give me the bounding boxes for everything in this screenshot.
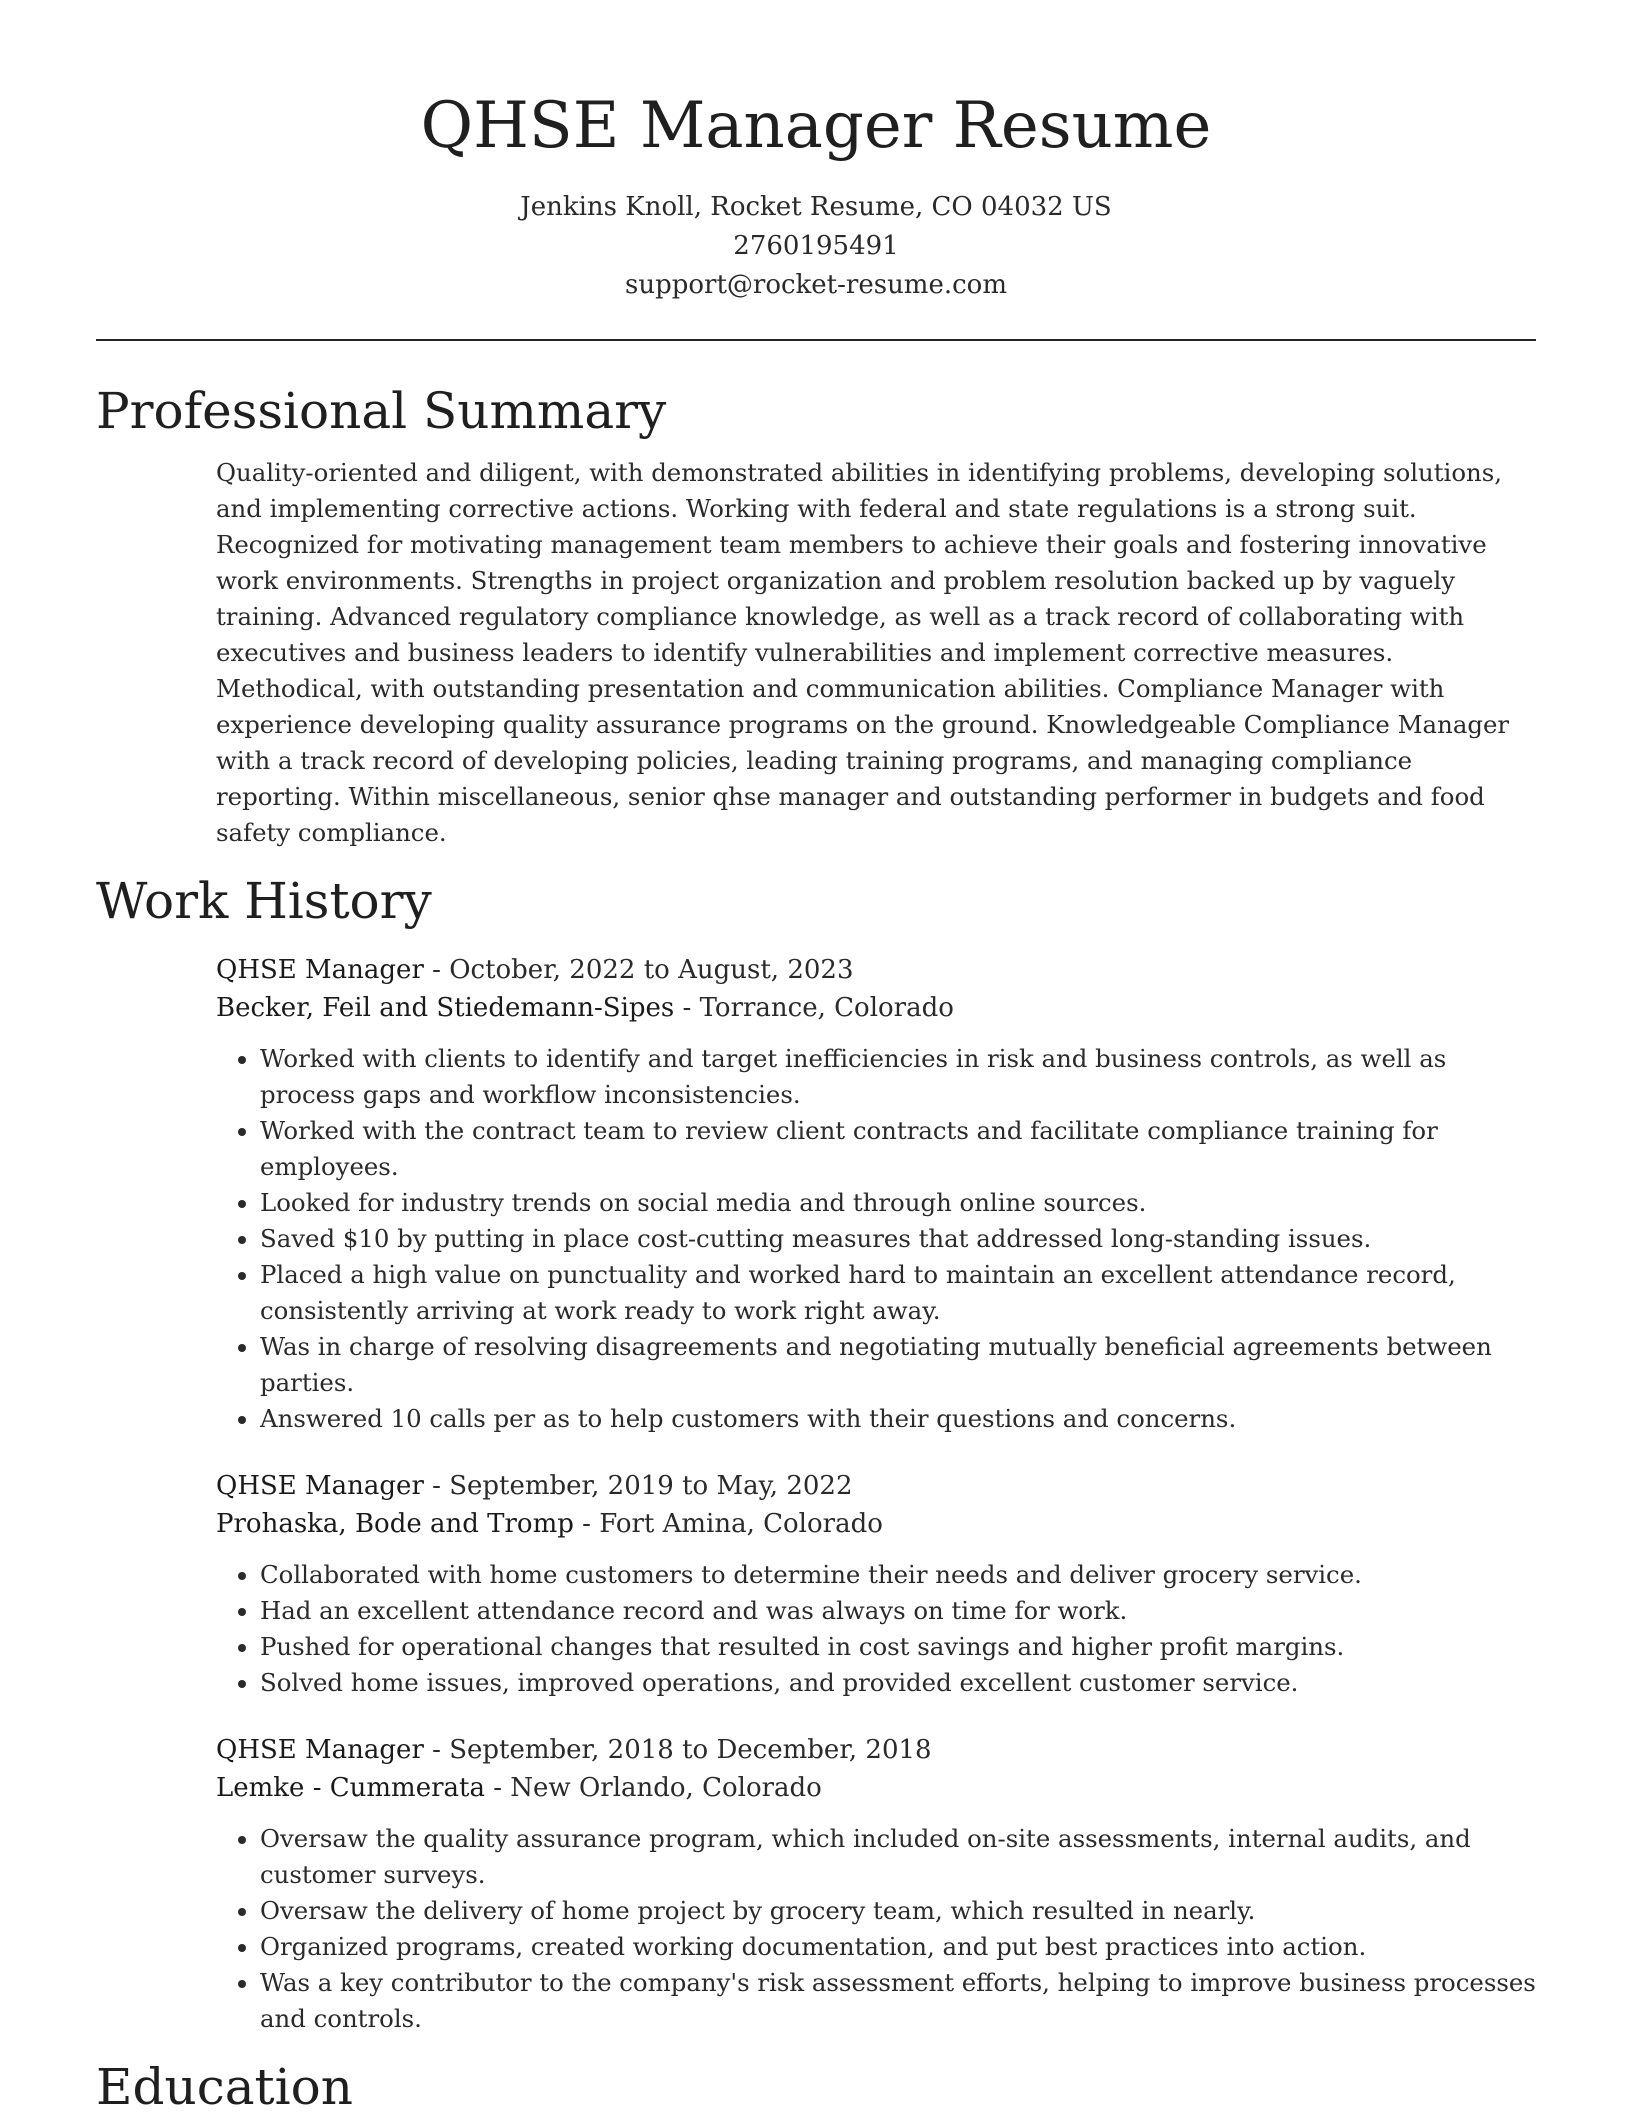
job-company: Lemke - Cummerata [216, 1773, 485, 1803]
job-company-line [216, 1769, 1536, 1807]
job-bullet-list [216, 1821, 1536, 2037]
job-bullet: • Pushed for operational changes that resulted in cost savings and higher profit margins. [260, 1629, 1536, 1665]
job-entry [216, 1731, 1536, 2037]
job-entry [216, 1467, 1536, 1701]
job-bullet: • Solved home issues, improved operations, and provided excellent customer service. [260, 1665, 1536, 1701]
job-bullet: • Organized programs, created working documentation, and put best practices into action. [260, 1929, 1536, 1965]
job-dates: - September, 2018 to December, 2018 [423, 1735, 932, 1765]
job-dates: - September, 2019 to May, 2022 [423, 1471, 853, 1501]
job-bullet: • Was in charge of resolving disagreements and negotiating mutually beneficial agreements between parties. [260, 1329, 1536, 1401]
job-bullet-list [216, 1557, 1536, 1701]
job-entry [216, 951, 1536, 1437]
job-bullet: • Looked for industry trends on social media and through online sources. [260, 1185, 1536, 1221]
section-heading-education: Education [96, 2058, 353, 2116]
page-title: QHSE Manager Resume [420, 89, 1212, 163]
section-heading-work-history: Work History [96, 872, 432, 930]
job-bullet-list [216, 1041, 1536, 1437]
job-bullet: • Collaborated with home customers to determine their needs and deliver grocery service. [260, 1557, 1536, 1593]
job-bullet: • Saved $10 by putting in place cost-cutting measures that addressed long-standing issues. [260, 1221, 1536, 1257]
job-title-line [216, 1467, 1536, 1505]
resume-page [96, 0, 1536, 2117]
job-company: Becker, Feil and Stiedemann-Sipes [216, 993, 675, 1023]
contact-address: Jenkins Knoll, Rocket Resume, CO 04032 US [520, 192, 1112, 222]
job-location: - New Orlando, Colorado [484, 1773, 822, 1803]
job-bullet: • Was a key contributor to the company's risk assessment efforts, helping to improve business processes and controls. [260, 1965, 1536, 2037]
job-title-line [216, 951, 1536, 989]
job-location: - Torrance, Colorado [674, 993, 954, 1023]
job-company: Prohaska, Bode and Tromp [216, 1509, 574, 1539]
job-title: QHSE Manager [216, 955, 424, 985]
summary-paragraph: Quality-oriented and diligent, with demonstrated abilities in identifying problems, developing solutions, and implementing corrective actions. Working with federal and state regulations is a strong suit. Recognized for motivating management team members to achieve their goals and fostering innovative work environments. Strengths in project organization and problem resolution backed up by vaguely training. Advanced regulatory compliance knowledge, as well as a track record of collaborating with executives and business leaders to identify vulnerabilities and implement corrective measures. Methodical, with outstanding presentation and communication abilities. Compliance Manager with experience developing quality assurance programs on the ground. Knowledgeable Compliance Manager with a track record of developing policies, leading training programs, and managing compliance reporting. Within miscellaneous, senior qhse manager and outstanding performer in budgets and food safety compliance. [216, 458, 1510, 847]
job-title-line [216, 1731, 1536, 1769]
job-company-line [216, 1505, 1536, 1543]
job-bullet: • Worked with the contract team to review client contracts and facilitate compliance training for employees. [260, 1113, 1536, 1185]
job-title: QHSE Manager [216, 1735, 424, 1765]
job-bullet: • Answered 10 calls per as to help customers with their questions and concerns. [260, 1401, 1536, 1437]
header-divider [96, 339, 1536, 341]
contact-email: support@rocket-resume.com [624, 270, 1007, 300]
job-bullet: • Oversaw the quality assurance program, which included on-site assessments, internal audits, and customer surveys. [260, 1821, 1536, 1893]
job-location: - Fort Amina, Colorado [573, 1509, 883, 1539]
job-bullet: • Had an excellent attendance record and was always on time for work. [260, 1593, 1536, 1629]
job-bullet: • Worked with clients to identify and target inefficiencies in risk and business controls, as well as process gaps and workflow inconsistencies. [260, 1041, 1536, 1113]
contact-block [96, 188, 1536, 305]
job-bullet: • Placed a high value on punctuality and worked hard to maintain an excellent attendance record, consistently arriving at work ready to work right away. [260, 1257, 1536, 1329]
job-bullet: • Oversaw the delivery of home project by grocery team, which resulted in nearly. [260, 1893, 1536, 1929]
section-heading-summary: Professional Summary [96, 382, 667, 440]
job-company-line [216, 989, 1536, 1027]
job-title: QHSE Manager [216, 1471, 424, 1501]
contact-phone: 2760195491 [733, 231, 899, 261]
job-dates: - October, 2022 to August, 2023 [423, 955, 854, 985]
